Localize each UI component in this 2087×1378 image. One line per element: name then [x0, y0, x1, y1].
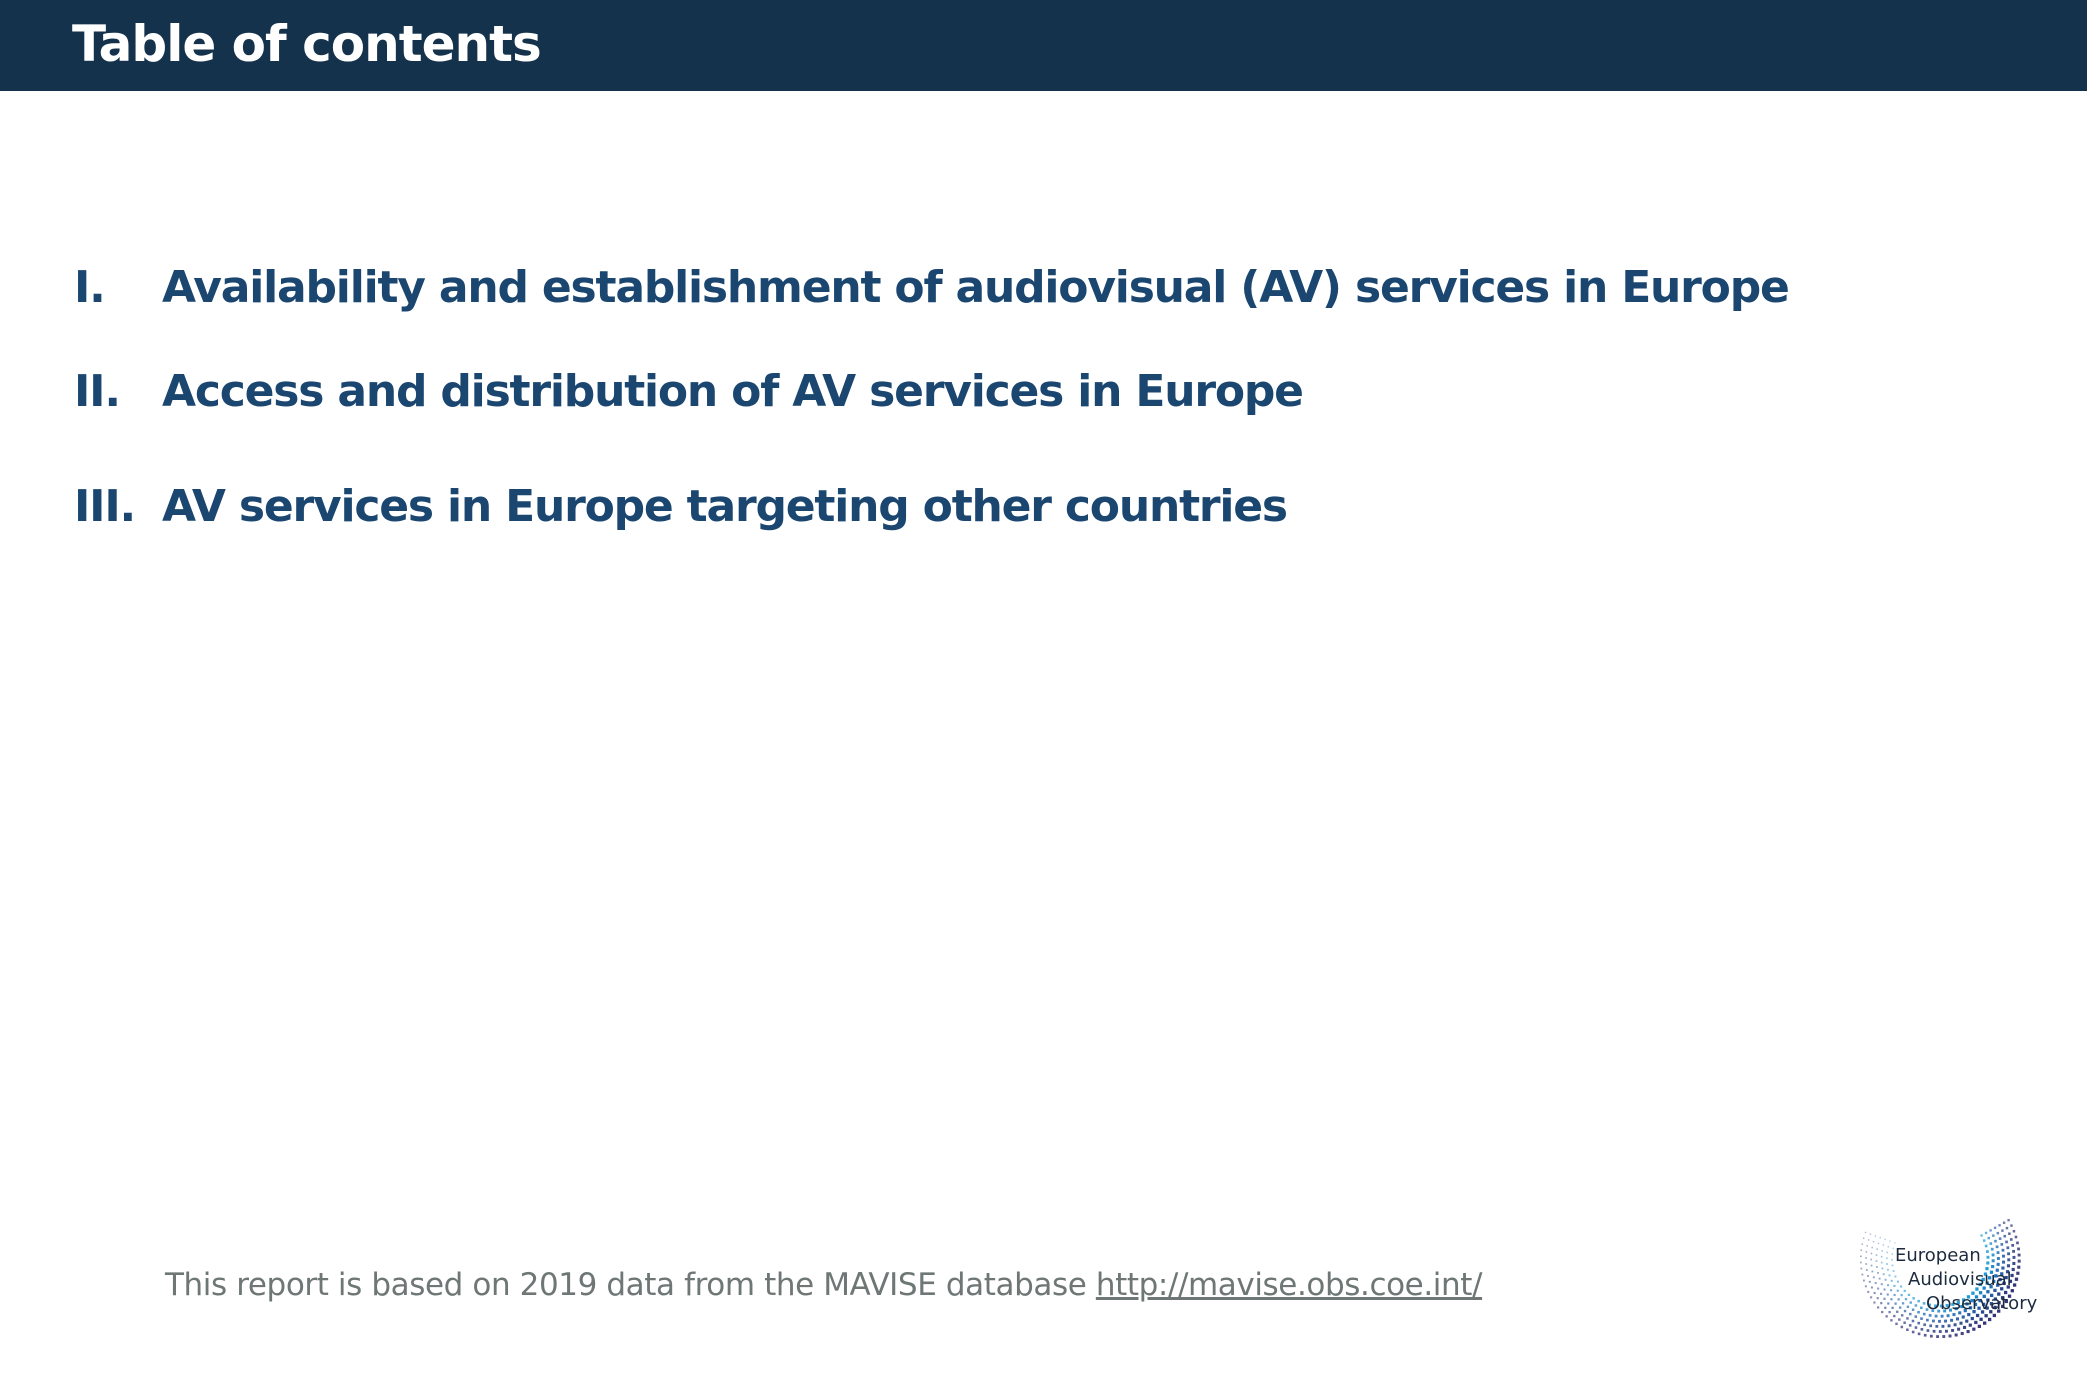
logo-dot: [2013, 1256, 2016, 1259]
page-title: Table of contents: [72, 15, 541, 73]
logo-text-line-1: European: [1895, 1245, 1981, 1266]
logo-dot: [2000, 1243, 2003, 1246]
logo-dot: [1917, 1300, 1920, 1303]
logo-dot: [1879, 1278, 1881, 1280]
logo-dot: [1886, 1263, 1888, 1265]
logo-dot: [1899, 1306, 1901, 1308]
logo-dot: [2011, 1244, 2014, 1247]
logo-dot: [1956, 1317, 1959, 1320]
header-bar: [0, 0, 2087, 91]
logo-dot: [1897, 1298, 1899, 1300]
logo-dot: [1885, 1279, 1887, 1281]
logo-dot: [1865, 1285, 1867, 1287]
logo-dot: [1983, 1239, 1985, 1241]
logo-dot: [1961, 1332, 1964, 1335]
logo-dot: [1927, 1329, 1930, 1332]
logo-dot: [1877, 1297, 1879, 1299]
logo-dot: [1877, 1272, 1879, 1274]
logo-dot: [1992, 1234, 1994, 1236]
logo-dot: [1959, 1322, 1962, 1325]
logo-dot: [1904, 1310, 1906, 1312]
logo-dot: [1938, 1320, 1941, 1323]
logo-dot: [1893, 1315, 1895, 1317]
logo-dot: [2007, 1258, 2010, 1261]
logo-dot: [1962, 1315, 1965, 1318]
logo-dot: [1900, 1285, 1902, 1287]
logo-dot: [1893, 1285, 1895, 1287]
logo-dot: [2002, 1255, 2005, 1258]
logo-dot: [1983, 1321, 1986, 1324]
logo-dot: [1896, 1311, 1898, 1313]
logo-dot: [1891, 1280, 1893, 1282]
logo-dot: [2013, 1283, 2016, 1286]
logo-dot: [1902, 1302, 1904, 1304]
logo-dot: [1990, 1242, 1993, 1245]
logo-dot: [1866, 1245, 1868, 1247]
toc-item-label: AV services in Europe targeting other countries: [162, 481, 1287, 532]
logo-dot: [1999, 1237, 2002, 1240]
logo-dot: [1923, 1302, 1926, 1305]
logo-dot: [2017, 1266, 2020, 1269]
logo-dot: [1865, 1263, 1867, 1265]
logo-dot: [1948, 1324, 1951, 1327]
logo-dot: [1861, 1243, 1863, 1245]
logo-dot: [1871, 1271, 1873, 1273]
logo-dot: [1876, 1248, 1878, 1250]
logo-dot: [2003, 1222, 2005, 1224]
logo-dot: [2012, 1262, 2015, 1265]
logo-dot: [1987, 1256, 1990, 1259]
logo-dot: [1871, 1247, 1873, 1249]
logo-dot: [1883, 1298, 1885, 1300]
logo-dot: [2016, 1242, 2019, 1245]
logo-dot: [1886, 1315, 1888, 1317]
logo-dot: [2006, 1227, 2008, 1229]
logo-dot: [1929, 1324, 1932, 1327]
logo-dot: [1866, 1269, 1868, 1271]
logo-dot: [1898, 1318, 1900, 1320]
logo-dot: [1972, 1328, 1975, 1331]
observatory-logo: [1845, 1212, 2045, 1362]
logo-dot: [2015, 1278, 2018, 1281]
logo-dot: [1907, 1306, 1909, 1308]
logo-dot: [1887, 1302, 1889, 1304]
logo-dot: [1894, 1302, 1896, 1304]
logo-dot: [1873, 1301, 1875, 1303]
logo-dot: [2010, 1224, 2012, 1226]
logo-dot: [1871, 1253, 1873, 1255]
logo-dot: [1881, 1262, 1883, 1264]
logo-dot: [1985, 1232, 1987, 1234]
logo-dot: [1965, 1320, 1968, 1323]
logo-dot: [1949, 1335, 1952, 1338]
logo-dot: [1967, 1330, 1970, 1333]
logo-dot: [1906, 1317, 1908, 1319]
logo-dot: [1918, 1333, 1921, 1336]
logo-dot: [1909, 1324, 1912, 1327]
logo-dot: [1892, 1265, 1894, 1267]
logo-dot: [1880, 1293, 1882, 1295]
logo-dot: [2012, 1268, 2015, 1271]
logo-dot: [1904, 1290, 1906, 1292]
logo-dot: [2001, 1229, 2003, 1231]
logo-dot: [2005, 1241, 2008, 1244]
logo-dot: [1888, 1311, 1890, 1313]
logo-dot: [1923, 1323, 1926, 1326]
logo-dot: [2002, 1261, 2005, 1264]
logo-dot: [1908, 1294, 1910, 1296]
logo-dot: [1997, 1263, 2000, 1266]
source-footnote: [165, 1267, 1482, 1304]
logo-dot: [1881, 1311, 1883, 1313]
logo-dot: [2007, 1252, 2010, 1255]
logo-dot: [1887, 1293, 1889, 1295]
logo-dot: [1986, 1250, 1989, 1253]
logo-dot: [1920, 1317, 1923, 1320]
logo-dot: [1994, 1227, 1996, 1229]
logo-dot: [1997, 1232, 1999, 1234]
logo-dot: [1998, 1224, 2000, 1226]
logo-dot: [1871, 1265, 1873, 1267]
logo-dot: [1894, 1294, 1896, 1296]
logo-dot: [1932, 1320, 1935, 1323]
logo-dot: [2018, 1254, 2021, 1257]
logo-dot: [1986, 1261, 1989, 1264]
logo-dot: [1861, 1268, 1863, 1270]
logo-dot: [1915, 1315, 1918, 1318]
logo-dot: [1883, 1273, 1885, 1275]
logo-dot: [1890, 1289, 1892, 1291]
logo-dot: [1978, 1325, 1981, 1328]
logo-dot: [1903, 1321, 1905, 1323]
logo-dot: [1992, 1254, 1995, 1257]
logo-dot: [1901, 1326, 1903, 1328]
logo-dot: [1941, 1325, 1944, 1328]
logo-dot: [1944, 1320, 1947, 1323]
logo-dot: [1884, 1239, 1885, 1240]
logo-dot: [1950, 1319, 1953, 1322]
logo-dot: [1915, 1304, 1918, 1307]
logo-dot: [1860, 1256, 1862, 1258]
logo-dot: [1945, 1330, 1948, 1333]
logo-dot: [1867, 1291, 1869, 1293]
logo-dot: [1963, 1326, 1966, 1329]
logo-dot: [1897, 1290, 1899, 1292]
logo-dot: [1988, 1318, 1991, 1321]
logo-dot: [1974, 1321, 1977, 1324]
logo-dot: [1881, 1283, 1883, 1285]
logo-dot: [1875, 1235, 1876, 1236]
logo-dot: [1996, 1245, 1999, 1248]
logo-dot: [2015, 1236, 2018, 1239]
logo-dot: [1874, 1292, 1876, 1294]
toc-item-number: III.: [74, 481, 136, 532]
logo-dot: [1892, 1248, 1893, 1249]
logo-dot: [1926, 1319, 1929, 1322]
logo-dot: [1876, 1254, 1878, 1256]
logo-dot: [1935, 1315, 1938, 1318]
logo-dot: [1868, 1239, 1869, 1240]
logo-dot: [1877, 1306, 1879, 1308]
logo-dot: [1894, 1276, 1896, 1278]
logo-dot: [1873, 1276, 1875, 1278]
logo-dot: [1876, 1266, 1878, 1268]
toc-item-label: Access and distribution of AV services in Europe: [162, 366, 1303, 417]
logo-dot: [1891, 1253, 1893, 1255]
logo-dot: [1920, 1307, 1923, 1310]
toc-item-number: II.: [74, 366, 120, 417]
mavise-link[interactable]: http://mavise.obs.coe.int/: [1095, 1267, 1483, 1303]
logo-dot: [1862, 1274, 1864, 1276]
logo-dot: [1881, 1250, 1883, 1252]
logo-dot: [1988, 1237, 1990, 1239]
logo-dot: [1877, 1288, 1879, 1290]
logo-dot: [1897, 1281, 1899, 1283]
logo-dot: [1941, 1315, 1944, 1318]
logo-dot: [1992, 1259, 1995, 1262]
logo-dot: [1887, 1284, 1889, 1286]
logo-dot: [1906, 1328, 1909, 1331]
logo-dot: [1991, 1248, 1994, 1251]
logo-dot: [1895, 1323, 1897, 1325]
logo-dot: [2008, 1232, 2011, 1235]
logo-dot: [2007, 1264, 2010, 1267]
logo-dot: [1955, 1333, 1958, 1336]
logo-dot: [1997, 1251, 2000, 1254]
logo-dot: [2003, 1235, 2006, 1238]
logo-dot: [2016, 1272, 2019, 1275]
logo-dot: [1887, 1269, 1889, 1271]
logo-dot: [1889, 1274, 1891, 1276]
logo-dot: [1921, 1328, 1924, 1331]
logo-dot: [1893, 1270, 1895, 1272]
logo-dot: [1942, 1335, 1945, 1338]
logo-dot: [1881, 1256, 1883, 1258]
logo-dot: [1936, 1335, 1939, 1338]
logo-text-line-3: Observatory: [1926, 1293, 2038, 1314]
logo-dot: [2017, 1248, 2020, 1251]
logo-dot: [1889, 1240, 1890, 1241]
logo-dot: [1979, 1318, 1982, 1321]
logo-dot: [1890, 1319, 1892, 1321]
logo-dot: [1870, 1234, 1871, 1235]
logo-dot: [1860, 1262, 1862, 1264]
logo-dot: [1917, 1322, 1920, 1325]
logo-dot: [1915, 1326, 1918, 1329]
logo-dot: [1947, 1314, 1950, 1317]
logo-dot: [1954, 1323, 1957, 1326]
logo-dot: [1886, 1257, 1888, 1259]
logo-dot: [2006, 1246, 2009, 1249]
logo-dot: [1901, 1314, 1903, 1316]
logo-dot: [1876, 1260, 1878, 1262]
logo-dot: [1884, 1288, 1886, 1290]
logo-dot: [1882, 1268, 1884, 1270]
logo-dot: [1997, 1257, 2000, 1260]
logo-dot: [1971, 1317, 1974, 1320]
logo-dot: [1861, 1249, 1863, 1251]
logo-dot: [1912, 1297, 1914, 1299]
logo-dot: [1891, 1307, 1893, 1309]
logo-dot: [1991, 1265, 1994, 1268]
logo-dot: [2013, 1230, 2016, 1233]
logo-dot: [1865, 1232, 1866, 1233]
logo-dot: [2010, 1238, 2013, 1241]
logo-dot: [1878, 1243, 1879, 1244]
logo-dot: [1951, 1329, 1954, 1332]
logo-dot: [1935, 1325, 1938, 1328]
logo-dot: [1880, 1302, 1882, 1304]
logo-dot: [1867, 1275, 1869, 1277]
logo-dot: [1875, 1282, 1877, 1284]
logo-dot: [1894, 1242, 1895, 1243]
logo-dot: [1888, 1246, 1889, 1247]
logo-dot: [2002, 1249, 2005, 1252]
logo-dot: [2012, 1250, 2015, 1253]
logo-dot: [1930, 1335, 1933, 1338]
logo-dot: [2007, 1219, 2009, 1221]
logo-dot: [1866, 1251, 1868, 1253]
logo-dot: [1863, 1238, 1864, 1239]
logo-dot: [1910, 1301, 1912, 1303]
logo-dot: [2018, 1260, 2021, 1263]
logo-dot: [1886, 1252, 1888, 1254]
toc-item-label: Availability and establishment of audiovisual (AV) services in Europe: [162, 262, 1789, 313]
logo-dot: [1880, 1237, 1881, 1238]
logo-dot: [1933, 1330, 1936, 1333]
logo-dot: [1890, 1298, 1892, 1300]
logo-dot: [1891, 1259, 1893, 1261]
footnote-text: This report is based on 2019 data from the MAVISE database: [165, 1267, 1096, 1303]
logo-dot: [1917, 1311, 1920, 1314]
logo-dot: [1939, 1330, 1942, 1333]
toc-item-number: I.: [74, 262, 105, 313]
logo-dot: [1912, 1331, 1915, 1334]
logo-dot: [1865, 1257, 1867, 1259]
logo-dot: [1863, 1280, 1865, 1282]
logo-dot: [1883, 1244, 1884, 1245]
logo-dot: [1912, 1320, 1915, 1323]
logo-dot: [1912, 1309, 1914, 1311]
logo-dot: [1870, 1259, 1872, 1261]
logo-dot: [1870, 1296, 1872, 1298]
logo-dot: [1989, 1229, 1991, 1231]
logo-dot: [1901, 1294, 1903, 1296]
logo-dot: [1985, 1245, 1988, 1248]
logo-dot: [1969, 1324, 1972, 1327]
logo-dot: [1924, 1334, 1927, 1337]
logo-dot: [1909, 1313, 1911, 1315]
logo-dot: [1873, 1241, 1874, 1242]
logo-dot: [1905, 1298, 1907, 1300]
logo-dot: [1869, 1281, 1871, 1283]
logo-dot: [1957, 1328, 1960, 1331]
logo-dot: [1980, 1234, 1982, 1236]
logo-dot: [1994, 1240, 1997, 1243]
logo-text-line-2: Audiovisual: [1908, 1269, 2012, 1290]
logo-dot: [1884, 1307, 1886, 1309]
logo-dot: [1871, 1287, 1873, 1289]
